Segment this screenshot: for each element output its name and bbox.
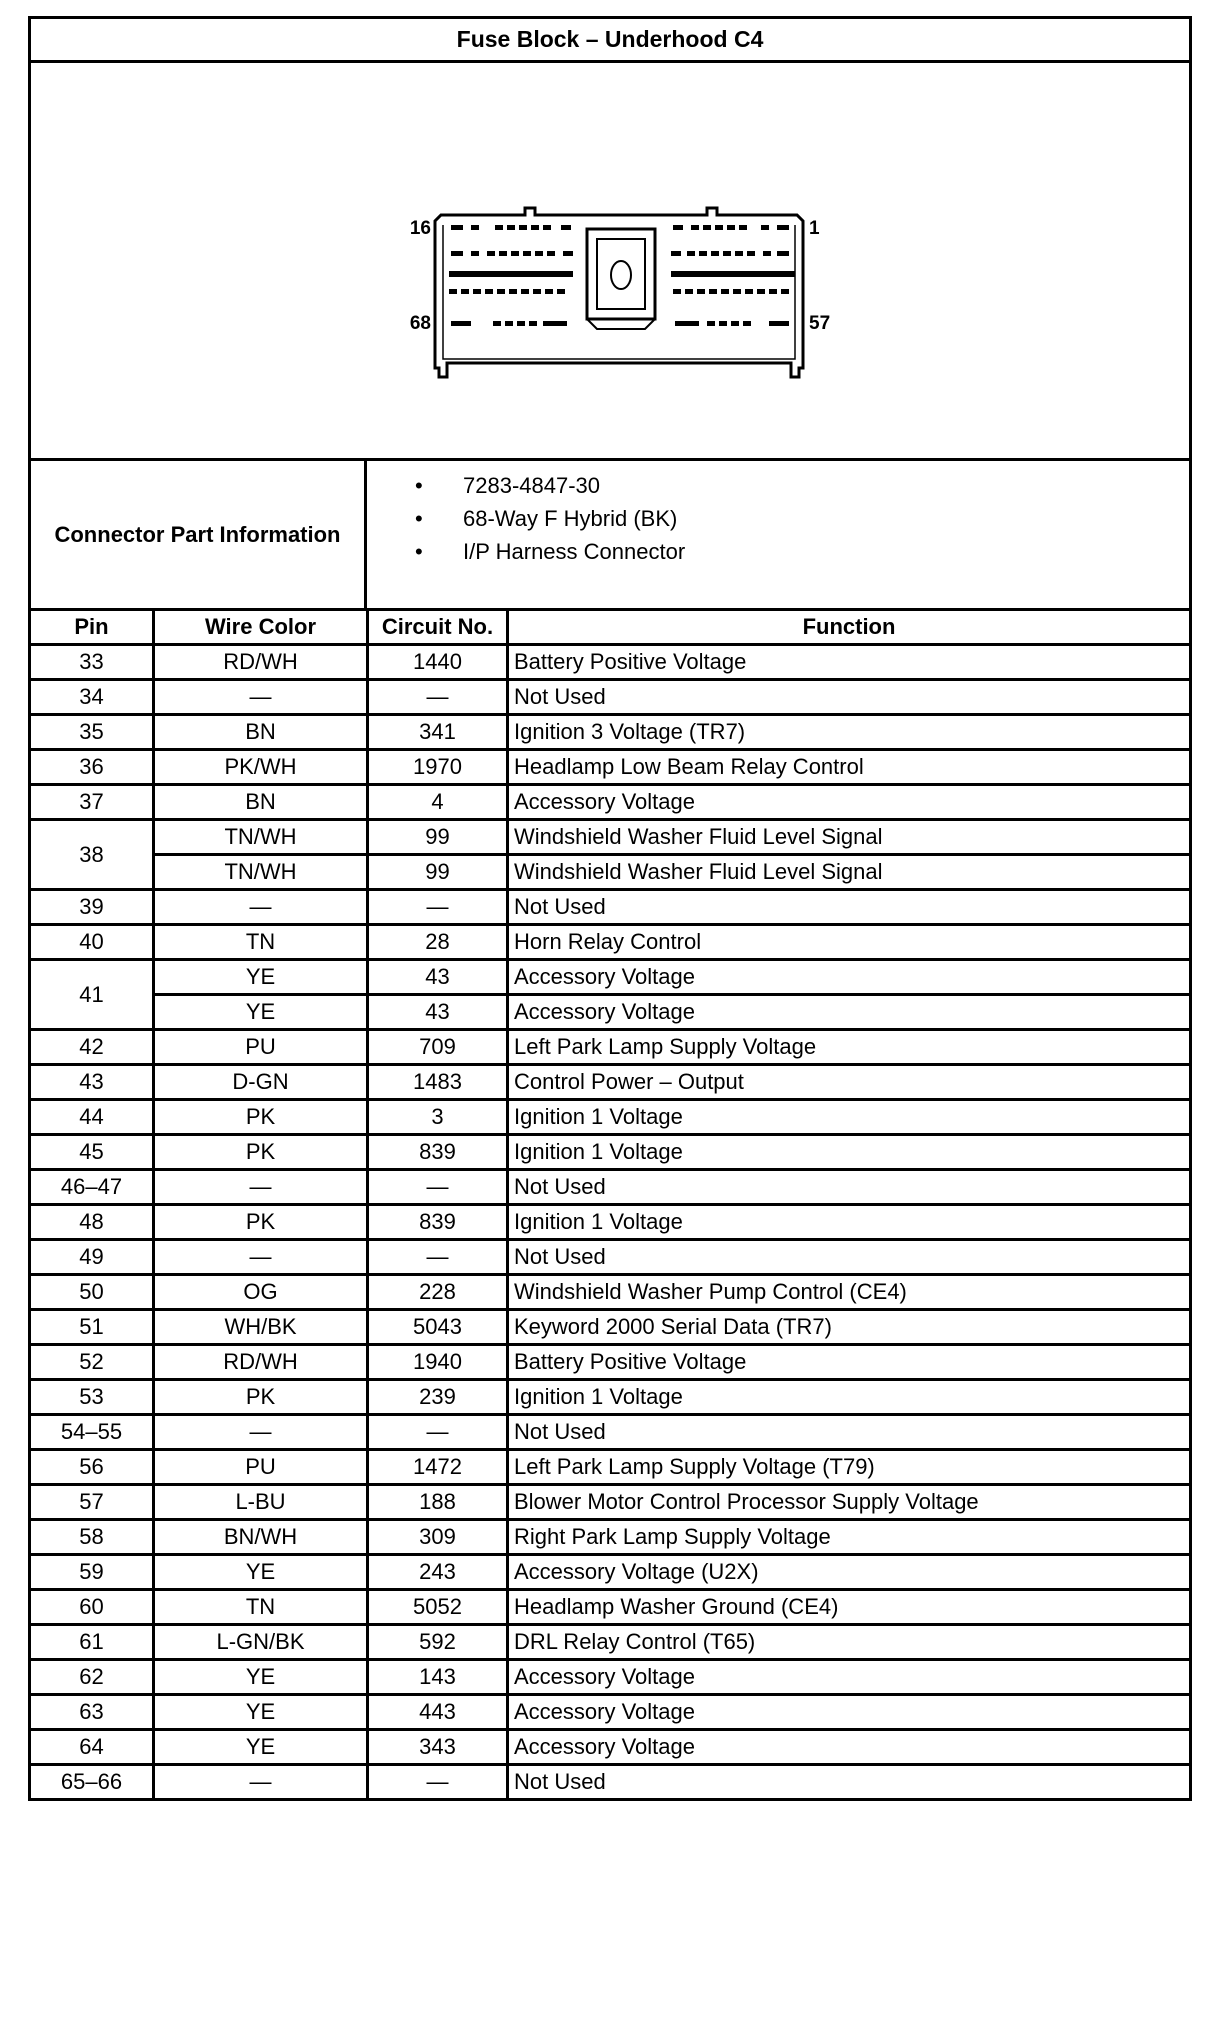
left-pin-rows	[449, 225, 573, 326]
wire-color-cell: PK	[154, 1100, 368, 1135]
circuit-no-cell: 309	[368, 1520, 508, 1555]
part-info-text: I/P Harness Connector	[463, 539, 686, 564]
pin-cell: 33	[30, 645, 154, 680]
connector-part-info-label: Connector Part Information	[31, 461, 367, 608]
pin-cell: 41	[30, 960, 154, 1030]
pinout-table-body	[30, 645, 1191, 1800]
circuit-no-cell: 239	[368, 1380, 508, 1415]
circuit-no-cell: —	[368, 1765, 508, 1800]
table-row	[30, 1625, 1191, 1660]
table-row	[30, 855, 1191, 890]
pin-cell: 59	[30, 1555, 154, 1590]
pin-cell: 53	[30, 1380, 154, 1415]
function-cell: Not Used	[508, 890, 1191, 925]
wire-color-cell: —	[154, 1765, 368, 1800]
wire-color-cell: —	[154, 1240, 368, 1275]
pin-cell: 61	[30, 1625, 154, 1660]
table-row	[30, 1380, 1191, 1415]
circuit-no-cell: 43	[368, 960, 508, 995]
wire-color-cell: YE	[154, 1730, 368, 1765]
circuit-no-cell: 1483	[368, 1065, 508, 1100]
function-cell: Accessory Voltage	[508, 785, 1191, 820]
function-cell: Ignition 1 Voltage	[508, 1100, 1191, 1135]
function-cell: Not Used	[508, 1415, 1191, 1450]
circuit-no-cell: 43	[368, 995, 508, 1030]
pin-cell: 52	[30, 1345, 154, 1380]
function-cell: Windshield Washer Pump Control (CE4)	[508, 1275, 1191, 1310]
circuit-no-cell: —	[368, 1170, 508, 1205]
pin-cell: 62	[30, 1660, 154, 1695]
circuit-no-cell: 188	[368, 1485, 508, 1520]
pin-label-16: 16	[409, 218, 431, 239]
wire-color-cell: PK/WH	[154, 750, 368, 785]
table-row	[30, 1660, 1191, 1695]
wire-color-cell: YE	[154, 960, 368, 995]
connector-diagram-panel	[28, 60, 1192, 458]
function-cell: Left Park Lamp Supply Voltage	[508, 1030, 1191, 1065]
connector-part-info	[28, 458, 1192, 608]
circuit-no-cell: 5052	[368, 1590, 508, 1625]
bullet-icon: •	[415, 539, 423, 564]
wire-color-cell: PK	[154, 1380, 368, 1415]
table-row	[30, 1135, 1191, 1170]
circuit-no-cell: 99	[368, 820, 508, 855]
wire-color-cell: —	[154, 1415, 368, 1450]
wire-color-cell: YE	[154, 1555, 368, 1590]
pin-cell: 40	[30, 925, 154, 960]
connector-part-info-list	[367, 461, 1189, 608]
table-row	[30, 1695, 1191, 1730]
circuit-no-cell: 28	[368, 925, 508, 960]
function-cell: Accessory Voltage	[508, 960, 1191, 995]
circuit-no-cell: 228	[368, 1275, 508, 1310]
bullet-icon: •	[415, 473, 423, 498]
wire-color-cell: D-GN	[154, 1065, 368, 1100]
pin-label-1: 1	[809, 218, 820, 239]
function-cell: Ignition 1 Voltage	[508, 1205, 1191, 1240]
table-row	[30, 1100, 1191, 1135]
circuit-no-cell: —	[368, 1415, 508, 1450]
circuit-no-cell: 343	[368, 1730, 508, 1765]
wire-color-cell: PK	[154, 1205, 368, 1240]
header-circuit-no: Circuit No.	[368, 610, 508, 645]
pin-label-68: 68	[409, 313, 431, 334]
table-row	[30, 1170, 1191, 1205]
table-row	[30, 750, 1191, 785]
circuit-no-cell: 143	[368, 1660, 508, 1695]
circuit-no-cell: 1940	[368, 1345, 508, 1380]
function-cell: Windshield Washer Fluid Level Signal	[508, 855, 1191, 890]
table-row	[30, 1485, 1191, 1520]
table-row	[30, 1555, 1191, 1590]
function-cell: Accessory Voltage	[508, 1730, 1191, 1765]
function-cell: Horn Relay Control	[508, 925, 1191, 960]
function-cell: DRL Relay Control (T65)	[508, 1625, 1191, 1660]
circuit-no-cell: 243	[368, 1555, 508, 1590]
table-header-row	[30, 610, 1191, 645]
table-row	[30, 925, 1191, 960]
pinout-table	[28, 608, 1192, 1801]
function-cell: Blower Motor Control Processor Supply Voltage	[508, 1485, 1191, 1520]
wire-color-cell: PU	[154, 1030, 368, 1065]
wire-color-cell: PU	[154, 1450, 368, 1485]
pin-cell: 63	[30, 1695, 154, 1730]
connector-inner-border	[443, 225, 795, 359]
wire-color-cell: RD/WH	[154, 645, 368, 680]
pin-cell: 49	[30, 1240, 154, 1275]
function-cell: Right Park Lamp Supply Voltage	[508, 1520, 1191, 1555]
function-cell: Headlamp Low Beam Relay Control	[508, 750, 1191, 785]
wire-color-cell: BN	[154, 715, 368, 750]
pin-cell: 46–47	[30, 1170, 154, 1205]
wire-color-cell: YE	[154, 1695, 368, 1730]
circuit-no-cell: 443	[368, 1695, 508, 1730]
table-row	[30, 1415, 1191, 1450]
function-cell: Not Used	[508, 680, 1191, 715]
wire-color-cell: —	[154, 890, 368, 925]
function-cell: Control Power – Output	[508, 1065, 1191, 1100]
table-row	[30, 1450, 1191, 1485]
function-cell: Accessory Voltage (U2X)	[508, 1555, 1191, 1590]
wire-color-cell: —	[154, 680, 368, 715]
table-row	[30, 715, 1191, 750]
function-cell: Accessory Voltage	[508, 1695, 1191, 1730]
table-row	[30, 995, 1191, 1030]
table-row	[30, 1205, 1191, 1240]
circuit-no-cell: —	[368, 680, 508, 715]
circuit-no-cell: —	[368, 1240, 508, 1275]
pin-cell: 64	[30, 1730, 154, 1765]
circuit-no-cell: 99	[368, 855, 508, 890]
wire-color-cell: TN	[154, 1590, 368, 1625]
header-wire-color: Wire Color	[154, 610, 368, 645]
pin-cell: 38	[30, 820, 154, 890]
function-cell: Ignition 3 Voltage (TR7)	[508, 715, 1191, 750]
pin-cell: 42	[30, 1030, 154, 1065]
wire-color-cell: L-BU	[154, 1485, 368, 1520]
circuit-no-cell: —	[368, 890, 508, 925]
function-cell: Battery Positive Voltage	[508, 1345, 1191, 1380]
pin-cell: 34	[30, 680, 154, 715]
function-cell: Headlamp Washer Ground (CE4)	[508, 1590, 1191, 1625]
wire-color-cell: TN	[154, 925, 368, 960]
table-row	[30, 680, 1191, 715]
pin-cell: 57	[30, 1485, 154, 1520]
header-function: Function	[508, 610, 1191, 645]
pin-cell: 58	[30, 1520, 154, 1555]
pin-cell: 48	[30, 1205, 154, 1240]
wire-color-cell: —	[154, 1170, 368, 1205]
table-row	[30, 1275, 1191, 1310]
connector-face-drawing	[31, 63, 1189, 458]
list-item	[415, 469, 1189, 502]
circuit-no-cell: 4	[368, 785, 508, 820]
wire-color-cell: YE	[154, 1660, 368, 1695]
pin-cell: 37	[30, 785, 154, 820]
part-info-text: 68-Way F Hybrid (BK)	[463, 506, 678, 531]
wire-color-cell: PK	[154, 1135, 368, 1170]
right-pin-rows	[671, 225, 795, 326]
wire-color-cell: RD/WH	[154, 1345, 368, 1380]
pin-label-57: 57	[809, 313, 831, 334]
wire-color-cell: WH/BK	[154, 1310, 368, 1345]
table-row	[30, 785, 1191, 820]
table-row	[30, 1065, 1191, 1100]
wire-color-cell: L-GN/BK	[154, 1625, 368, 1660]
table-row	[30, 1590, 1191, 1625]
table-row	[30, 820, 1191, 855]
table-row	[30, 645, 1191, 680]
table-row	[30, 960, 1191, 995]
function-cell: Not Used	[508, 1765, 1191, 1800]
part-info-text: 7283-4847-30	[463, 473, 601, 498]
circuit-no-cell: 1970	[368, 750, 508, 785]
table-row	[30, 1030, 1191, 1065]
table-row	[30, 1520, 1191, 1555]
pin-cell: 44	[30, 1100, 154, 1135]
function-cell: Ignition 1 Voltage	[508, 1135, 1191, 1170]
table-row	[30, 1730, 1191, 1765]
header-pin: Pin	[30, 610, 154, 645]
list-item	[415, 502, 1189, 535]
pin-cell: 50	[30, 1275, 154, 1310]
pin-cell: 54–55	[30, 1415, 154, 1450]
function-cell: Left Park Lamp Supply Voltage (T79)	[508, 1450, 1191, 1485]
fuse-block-sheet	[28, 16, 1192, 1801]
circuit-no-cell: 592	[368, 1625, 508, 1660]
function-cell: Not Used	[508, 1240, 1191, 1275]
pin-cell: 51	[30, 1310, 154, 1345]
function-cell: Keyword 2000 Serial Data (TR7)	[508, 1310, 1191, 1345]
list-item	[415, 535, 1189, 568]
connector-latch-inner	[597, 239, 645, 309]
table-row	[30, 1345, 1191, 1380]
pin-cell: 65–66	[30, 1765, 154, 1800]
wire-color-cell: BN	[154, 785, 368, 820]
circuit-no-cell: 3	[368, 1100, 508, 1135]
function-cell: Battery Positive Voltage	[508, 645, 1191, 680]
page-title: Fuse Block – Underhood C4	[28, 16, 1192, 60]
wire-color-cell: BN/WH	[154, 1520, 368, 1555]
circuit-no-cell: 5043	[368, 1310, 508, 1345]
function-cell: Windshield Washer Fluid Level Signal	[508, 820, 1191, 855]
connector-latch-hole	[611, 261, 631, 289]
circuit-no-cell: 709	[368, 1030, 508, 1065]
pin-cell: 43	[30, 1065, 154, 1100]
circuit-no-cell: 839	[368, 1135, 508, 1170]
bullet-icon: •	[415, 506, 423, 531]
pin-cell: 35	[30, 715, 154, 750]
circuit-no-cell: 839	[368, 1205, 508, 1240]
table-row	[30, 1240, 1191, 1275]
function-cell: Ignition 1 Voltage	[508, 1380, 1191, 1415]
function-cell: Accessory Voltage	[508, 1660, 1191, 1695]
circuit-no-cell: 1440	[368, 645, 508, 680]
pin-cell: 45	[30, 1135, 154, 1170]
function-cell: Not Used	[508, 1170, 1191, 1205]
table-row	[30, 1765, 1191, 1800]
pin-cell: 39	[30, 890, 154, 925]
table-row	[30, 1310, 1191, 1345]
function-cell: Accessory Voltage	[508, 995, 1191, 1030]
pin-cell: 56	[30, 1450, 154, 1485]
wire-color-cell: YE	[154, 995, 368, 1030]
wire-color-cell: OG	[154, 1275, 368, 1310]
circuit-no-cell: 341	[368, 715, 508, 750]
pin-cell: 60	[30, 1590, 154, 1625]
wire-color-cell: TN/WH	[154, 855, 368, 890]
circuit-no-cell: 1472	[368, 1450, 508, 1485]
table-row	[30, 890, 1191, 925]
wire-color-cell: TN/WH	[154, 820, 368, 855]
pin-cell: 36	[30, 750, 154, 785]
